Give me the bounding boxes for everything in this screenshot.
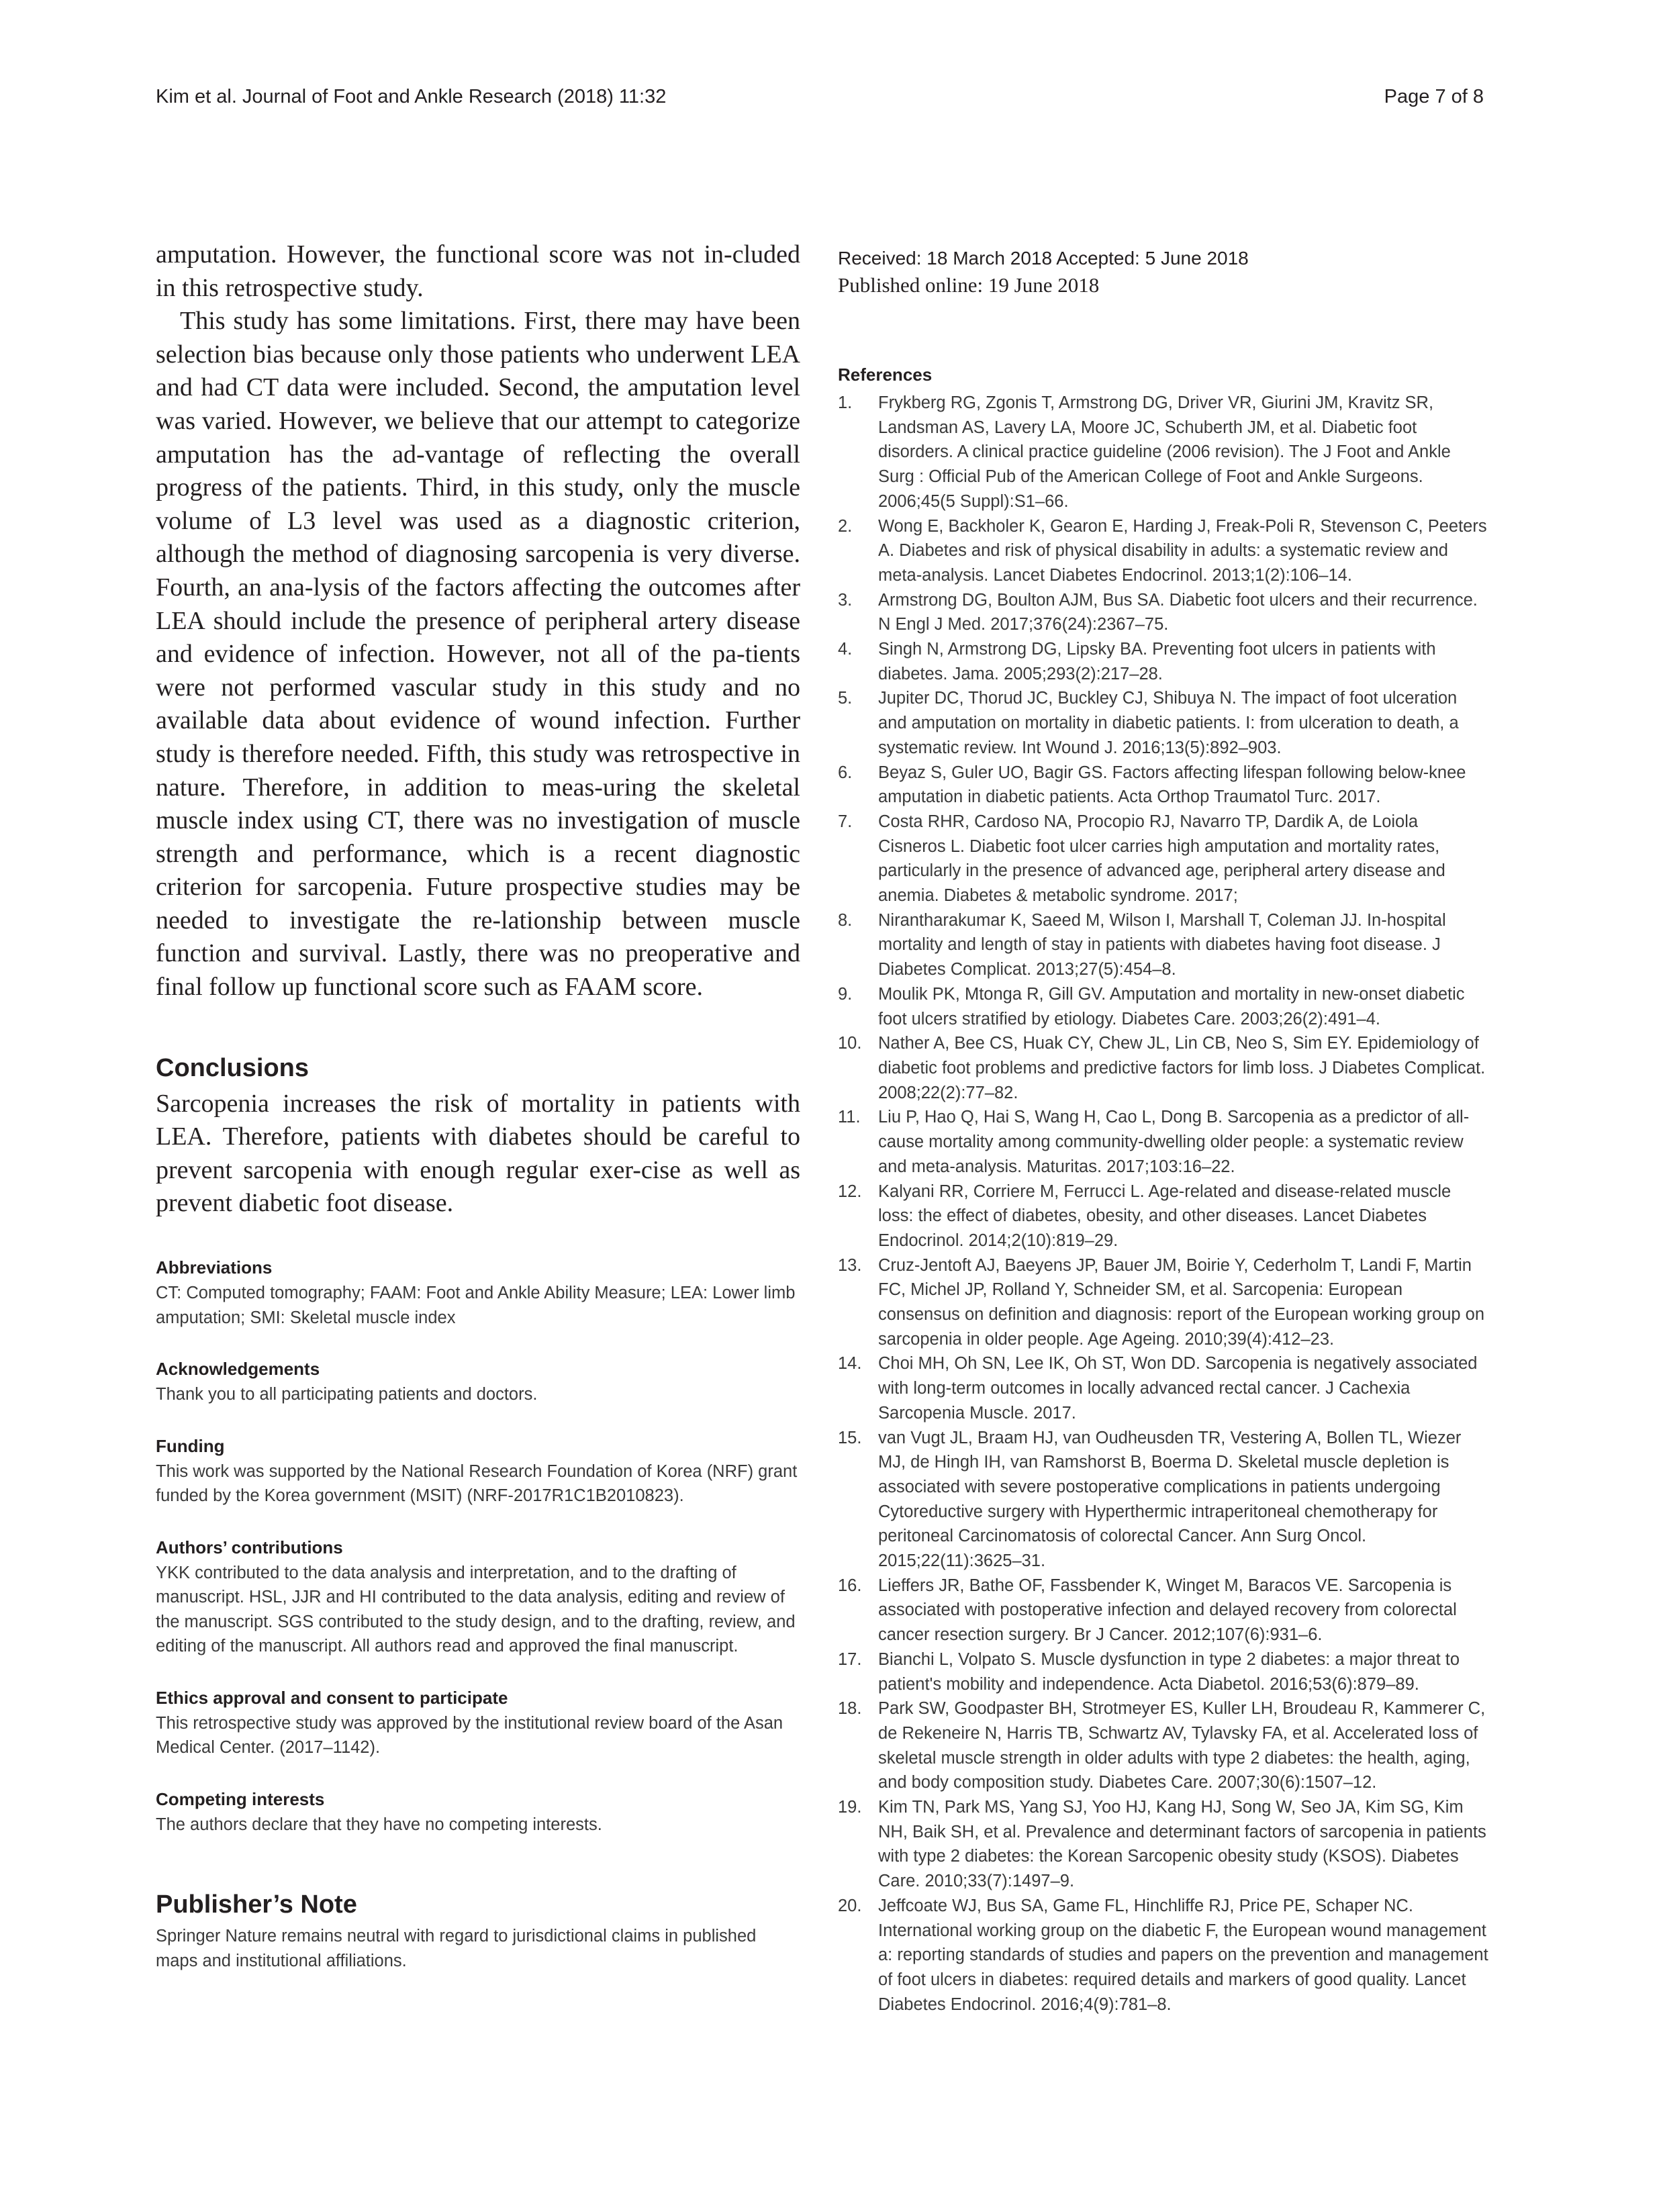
reference-text: Armstrong DG, Boulton AJM, Bus SA. Diabetic foot ulcers and their recurrence. N Engl J Med. 2017;376(24):2367–75. <box>878 590 1478 634</box>
reference-number: 11. <box>838 1108 861 1127</box>
abbreviations-section <box>156 1255 800 1330</box>
reference-item <box>838 1647 1489 1696</box>
reference-text: Lieffers JR, Bathe OF, Fassbender K, Winget M, Baracos VE. Sarcopenia is associated with postoperative infection and delayed recovery from colorectal cancer resection surgery. Br J Cancer. 2012;107(6):931–6. <box>878 1576 1457 1645</box>
conclusions-text: Sarcopenia increases the risk of mortality in patients with LEA. Therefore, patients with diabetes should be careful to prevent sarcopenia with enough regular exer-cise as well as prevent diabetic foot disease. <box>156 1089 800 1218</box>
reference-text: Choi MH, Oh SN, Lee IK, Oh ST, Won DD. Sarcopenia is negatively associated with long-term outcomes in locally advanced rectal cancer. J Cachexia Sarcopenia Muscle. 2017. <box>878 1354 1478 1423</box>
reference-item <box>838 514 1489 588</box>
reference-item <box>838 686 1489 760</box>
reference-item <box>838 1574 1489 1647</box>
reference-item <box>838 1795 1489 1894</box>
ethics-section <box>156 1686 800 1760</box>
reference-number: 19. <box>838 1798 862 1817</box>
reference-number: 17. <box>838 1649 862 1669</box>
reference-number: 2. <box>838 516 853 536</box>
acknowledgements-text: Thank you to all participating patients and doctors. <box>156 1385 538 1404</box>
references-heading: References <box>838 365 933 385</box>
reference-number: 13. <box>838 1255 862 1275</box>
publisher-note-text: Springer Nature remains neutral with regard to jurisdictional claims in published maps and institutional affiliations. <box>156 1927 757 1970</box>
reference-text: Frykberg RG, Zgonis T, Armstrong DG, Driver VR, Giurini JM, Kravitz SR, Landsman AS, Lavery LA, Moore JC, Schuberth JM, et al. Diabetic foot disorders. A clinical practice guideline (2006 revision). The J Foot and Ankle Surg : Official Pub of the American College of Foot and Ankle Surgeons. 2006;45(5 Suppl):S1–66. <box>878 393 1451 511</box>
reference-number: 9. <box>838 984 853 1004</box>
reference-text: Kalyani RR, Corriere M, Ferrucci L. Age-related and disease-related muscle loss: the effect of diabetes, obesity, and other diseases. Lancet Diabetes Endocrinol. 2014;2(10):819–29. <box>878 1182 1452 1250</box>
acknowledgements-heading: Acknowledgements <box>156 1359 320 1380</box>
reference-number: 15. <box>838 1428 862 1447</box>
reference-text: Costa RHR, Cardoso NA, Procopio RJ, Navarro TP, Dardik A, de Loiola Cisneros L. Diabetic foot ulcer carries high amputation and mortality rates, particularly in the presence of advanced age, peripheral artery disease and anemia. Diabetes & metabolic syndrome. 2017; <box>878 812 1445 906</box>
contributions-section <box>156 1535 800 1659</box>
ethics-text: This retrospective study was approved by the institutional review board of the Asan Medical Center. (2017–1142). <box>156 1713 783 1758</box>
reference-text: Cruz-Jentoft AJ, Baeyens JP, Bauer JM, Boirie Y, Cederholm T, Landi F, Martin FC, Michel JP, Rolland Y, Schneider SM, et al. Sarcopenia: European consensus on definition and diagnosis: report of the European working group on sarcopenia in older people. Age Ageing. 2010;39(4):412–23. <box>878 1255 1485 1349</box>
received-accepted-dates: Received: 18 March 2018 Accepted: 5 June 2018 <box>838 248 1249 269</box>
competing-section <box>156 1787 800 1837</box>
reference-number: 16. <box>838 1576 862 1595</box>
reference-text: Nather A, Bee CS, Huak CY, Chew JL, Lin CB, Neo S, Sim EY. Epidemiology of diabetic foot problems and predictive factors for limb loss. J Diabetes Complicat. 2008;22(2):77–82. <box>878 1034 1486 1102</box>
abbreviations-text: CT: Computed tomography; FAAM: Foot and Ankle Ability Measure; LEA: Lower limb amputation; SMI: Skeletal muscle index <box>156 1284 796 1327</box>
funding-section <box>156 1434 800 1508</box>
publisher-note-section <box>156 1889 800 1973</box>
reference-number: 6. <box>838 763 853 782</box>
reference-item <box>838 391 1489 514</box>
abbreviations-heading: Abbreviations <box>156 1257 273 1278</box>
reference-item <box>838 637 1489 686</box>
reference-number: 20. <box>838 1896 862 1915</box>
reference-text: Beyaz S, Guler UO, Bagir GS. Factors affecting lifespan following below-knee amputation in diabetic patients. Acta Orthop Traumatol Turc. 2017. <box>878 763 1466 807</box>
funding-heading: Funding <box>156 1435 225 1456</box>
reference-item <box>838 588 1489 637</box>
body-paragraph-1: amputation. However, the functional score was not in-cluded in this retrospective study. <box>156 240 800 302</box>
reference-item <box>838 1180 1489 1253</box>
reference-list <box>838 391 1489 2017</box>
funding-text: This work was supported by the National Research Foundation of Korea (NRF) grant funded by the Korea government (MSIT) (NRF-2017R1C1B2010823). <box>156 1461 798 1506</box>
reference-number: 3. <box>838 590 853 610</box>
reference-item <box>838 908 1489 982</box>
reference-item <box>838 1696 1489 1795</box>
reference-text: Liu P, Hao Q, Hai S, Wang H, Cao L, Dong B. Sarcopenia as a predictor of all-cause mortality among community-dwelling older people: a systematic review and meta-analysis. Maturitas. 2017;103:16–22. <box>878 1108 1470 1176</box>
reference-text: Singh N, Armstrong DG, Lipsky BA. Preventing foot ulcers in patients with diabetes. Jama. 2005;293(2):217–28. <box>878 640 1436 683</box>
reference-item <box>838 1105 1489 1179</box>
reference-number: 14. <box>838 1354 862 1374</box>
reference-text: Jupiter DC, Thorud JC, Buckley CJ, Shibuya N. The impact of foot ulceration and amputation on mortality in diabetic patients. I: from ulceration to death, a systematic review. Int Wound J. 2016;13(5):892–903. <box>878 689 1459 757</box>
reference-text: Jeffcoate WJ, Bus SA, Game FL, Hinchliffe RJ, Price PE, Schaper NC. International working group on the diabetic F, the European wound management a: reporting standards of studies and papers on the prevention and management of foot ulcers in diabetes: required details and markers of good quality. Lancet Diabetes Endocrinol. 2016;4(9):781–8. <box>878 1896 1488 2014</box>
reference-text: Bianchi L, Volpato S. Muscle dysfunction in type 2 diabetes: a major threat to patient's mobility and independence. Acta Diabetol. 2016;53(6):879–89. <box>878 1649 1460 1694</box>
acknowledgements-section <box>156 1357 800 1407</box>
reference-number: 7. <box>838 812 853 831</box>
reference-text: Park SW, Goodpaster BH, Strotmeyer ES, Kuller LH, Broudeau R, Kammerer C, de Rekeneire N, Harris TB, Schwartz AV, Tylavsky FA, et al. Accelerated loss of skeletal muscle strength in older adults with type 2 diabetes: the health, aging, and body composition study. Diabetes Care. 2007;30(6):1507–12. <box>878 1699 1486 1792</box>
reference-item <box>838 1031 1489 1105</box>
limitations-paragraph: This study has some limitations. First, there may have been selection bias because only those patients who underwent LEA and had CT data were included. Second, the amputation level was varied. However, we believe that our attempt to categorize amputation has the ad-vantage of reflecting the overall progress of the patients. Third, in this study, only the muscle volume of L3 level was used as a diagnostic criterion, although the method of diagnosing sarcopenia is very diverse. Fourth, an ana-lysis of the factors affecting the outcomes after LEA should include the presence of peripheral artery disease and evidence of infection. However, not all of the pa-tients were not performed vascular study in this study and no available data about evidence of wound infection. Further study is therefore needed. Fifth, this study was retrospective in nature. Therefore, in addition to meas-uring the skeletal muscle index using CT, there was no investigation of muscle strength and performance, which is a recent diagnostic criterion for sarcopenia. Future prospective studies may be needed to investigate the re-lationship between muscle function and survival. Lastly, there was no preoperative and final follow up functional score such as FAAM score. <box>156 307 800 1002</box>
contributions-heading: Authors’ contributions <box>156 1537 343 1557</box>
reference-number: 1. <box>838 393 853 412</box>
reference-text: van Vugt JL, Braam HJ, van Oudheusden TR, Vestering A, Bollen TL, Wiezer MJ, de Hingh IH, van Ramshorst B, Boerma D. Skeletal muscle depletion is associated with severe postoperative complications in patients undergoing Cytoreductive surgery with Hyperthermic intraperitoneal chemotherapy for peritoneal Carcinomatosis of colorectal Cancer. Ann Surg Oncol. 2015;22(11):3625–31. <box>878 1428 1462 1571</box>
running-header <box>156 86 1484 119</box>
reference-item <box>838 1253 1489 1352</box>
competing-text: The authors declare that they have no competing interests. <box>156 1815 602 1834</box>
reference-item <box>838 982 1489 1031</box>
ethics-heading: Ethics approval and consent to participate <box>156 1687 508 1708</box>
competing-heading: Competing interests <box>156 1788 325 1809</box>
reference-item <box>838 1351 1489 1425</box>
left-column <box>156 238 800 1973</box>
page-number: Page 7 of 8 <box>1384 86 1484 107</box>
reference-text: Wong E, Backholer K, Gearon E, Harding J, Freak-Poli R, Stevenson C, Peeters A. Diabetes and risk of physical disability in adults: a systematic review and meta-analysis. Lancet Diabetes Endocrinol. 2013;1(2):106–14. <box>878 516 1487 585</box>
journal-citation: Kim et al. Journal of Foot and Ankle Research (2018) 11:32 <box>156 86 667 107</box>
right-column <box>838 245 1489 2017</box>
reference-item <box>838 1894 1489 2017</box>
reference-number: 5. <box>838 689 853 708</box>
conclusions-heading: Conclusions <box>156 1053 310 1082</box>
reference-item <box>838 810 1489 908</box>
published-date: Published online: 19 June 2018 <box>838 273 1100 297</box>
reference-number: 8. <box>838 910 853 930</box>
reference-text: Nirantharakumar K, Saeed M, Wilson I, Marshall T, Coleman JJ. In-hospital mortality and length of stay in patients with diabetes having foot disease. J Diabetes Complicat. 2013;27(5):454–8. <box>878 910 1446 979</box>
reference-number: 10. <box>838 1034 862 1053</box>
contributions-text: YKK contributed to the data analysis and interpretation, and to the drafting of manuscript. HSL, JJR and HI contributed to the data analysis, editing and review of the manuscript. SGS contributed to the study design, and to the drafting, review, and editing of the manuscript. All authors read and approved the final manuscript. <box>156 1563 796 1656</box>
reference-text: Moulik PK, Mtonga R, Gill GV. Amputation and mortality in new-onset diabetic foot ulcers stratified by etiology. Diabetes Care. 2003;26(2):491–4. <box>878 984 1465 1028</box>
reference-number: 18. <box>838 1699 862 1719</box>
reference-item <box>838 761 1489 810</box>
reference-number: 4. <box>838 640 853 659</box>
publisher-note-heading: Publisher’s Note <box>156 1890 357 1919</box>
reference-text: Kim TN, Park MS, Yang SJ, Yoo HJ, Kang HJ, Song W, Seo JA, Kim SG, Kim NH, Baik SH, et al. Prevalence and determinant factors of sarcopenia in patients with type 2 diabetes: the Korean Sarcopenic obesity study (KSOS). Diabetes Care. 2010;33(7):1497–9. <box>878 1798 1486 1891</box>
reference-item <box>838 1426 1489 1574</box>
reference-number: 12. <box>838 1182 862 1201</box>
